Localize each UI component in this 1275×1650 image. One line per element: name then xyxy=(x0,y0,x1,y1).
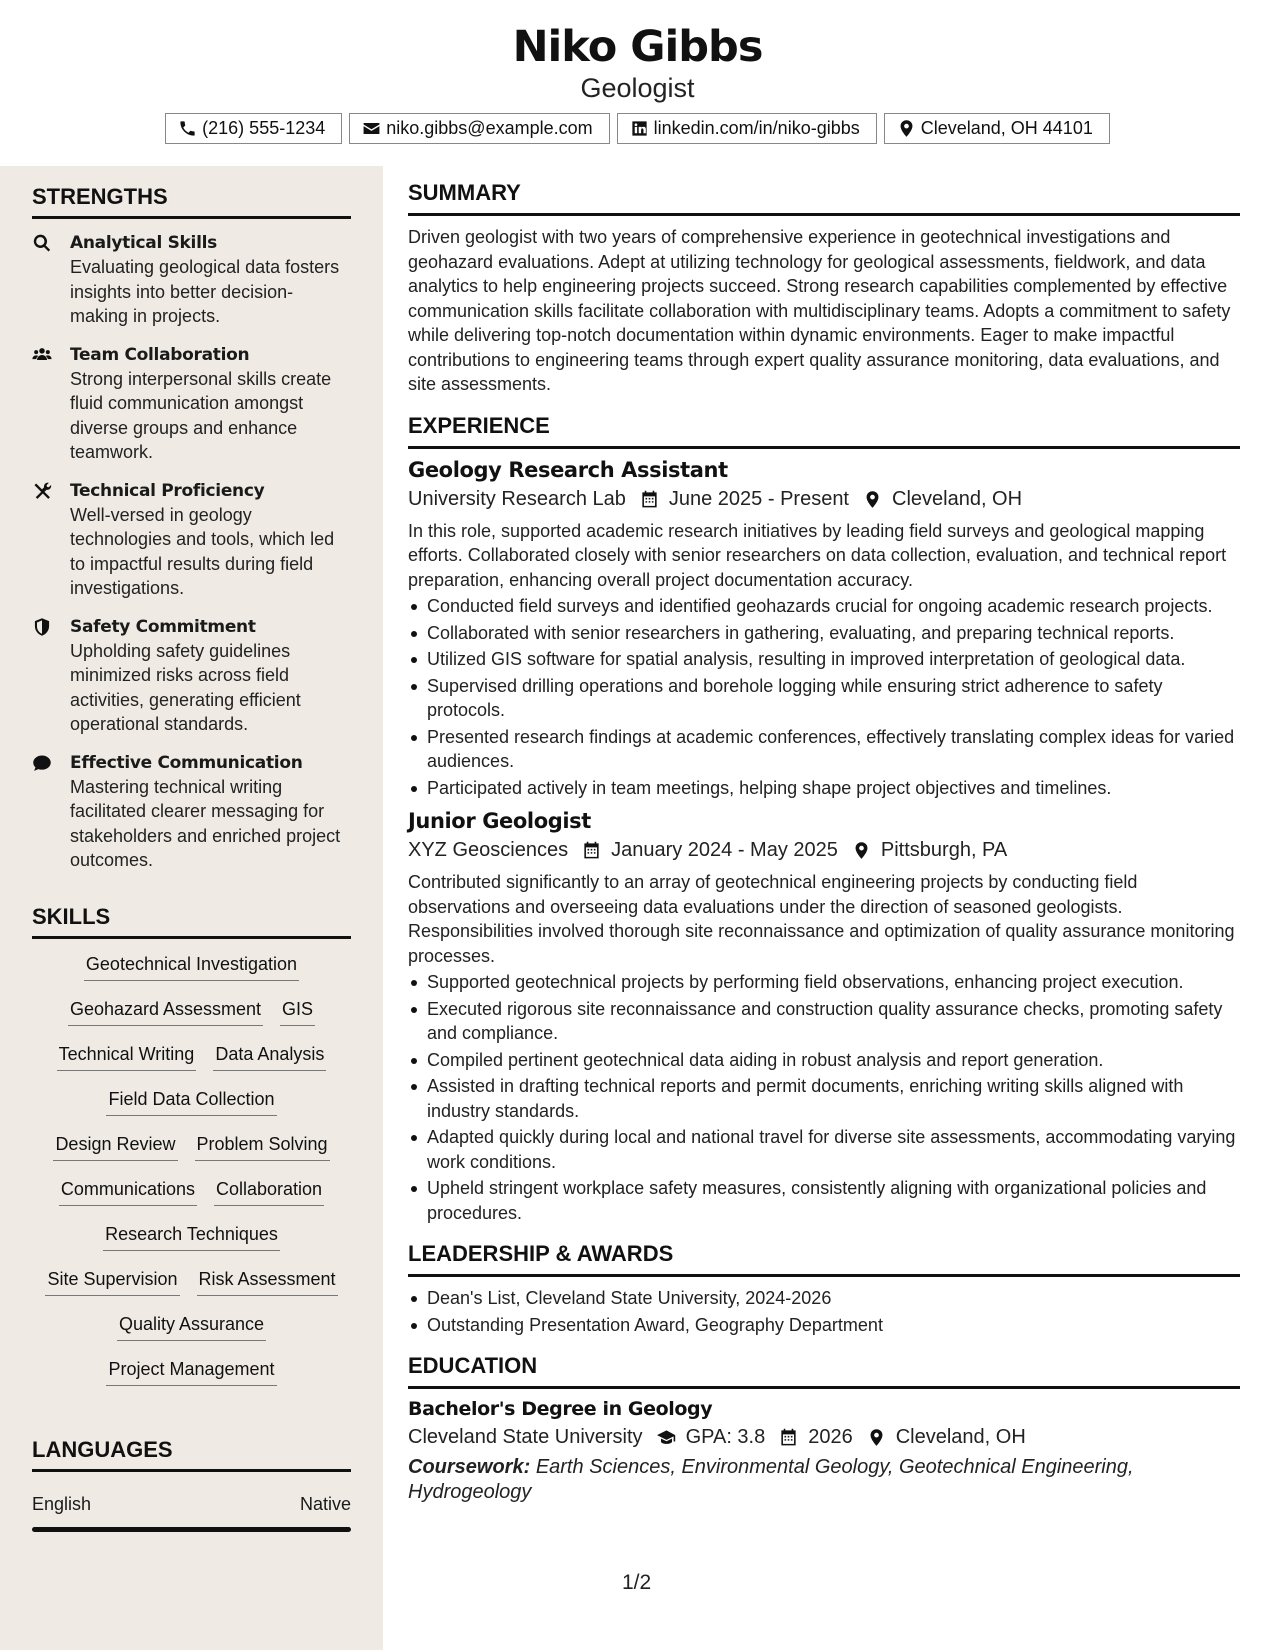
speech-bubble-icon xyxy=(32,753,52,773)
skill-tag: GIS xyxy=(280,998,315,1026)
contact-linkedin[interactable] xyxy=(617,113,877,144)
contact-email[interactable] xyxy=(349,113,609,144)
contact-location[interactable] xyxy=(884,113,1110,144)
skill-row xyxy=(84,953,299,998)
education-section xyxy=(408,1353,1240,1504)
job-bullet: Supervised drilling operations and borehole logging while ensuring strict adherence to safety protocols. xyxy=(408,674,1240,723)
strength-title: Technical Proficiency xyxy=(70,480,265,501)
school-name: Cleveland State University xyxy=(408,1426,643,1448)
awards-list xyxy=(408,1286,1240,1337)
page-number: 1/2 xyxy=(622,1571,652,1594)
location-text: Cleveland, OH 44101 xyxy=(920,118,1093,138)
award-item: Dean's List, Cleveland State University, 2024-2026 xyxy=(408,1286,1240,1311)
job-entry-title: Geology Research Assistant xyxy=(408,457,728,482)
language-proficiency-bar xyxy=(32,1527,351,1532)
job-bullet: Upheld stringent workplace safety measures, consistently aligning with organizational policies and procedures. xyxy=(408,1176,1240,1225)
summary-section xyxy=(408,180,1240,397)
strength-desc: Well-versed in geology technologies and tools, which led to impactful results during field investigations. xyxy=(70,504,335,598)
skill-tag: Problem Solving xyxy=(195,1133,330,1161)
calendar-icon xyxy=(582,841,601,860)
coursework xyxy=(408,1455,1240,1504)
magnifier-icon xyxy=(32,233,52,253)
job-bullet: Assisted in drafting technical reports and permit documents, enriching writing skills aligned with industry standards. xyxy=(408,1074,1240,1123)
skills-list xyxy=(32,953,351,1403)
skill-tag: Geotechnical Investigation xyxy=(84,953,299,981)
strength-item xyxy=(32,343,351,465)
strengths-heading: STRENGTHS xyxy=(32,184,351,219)
strength-item xyxy=(32,751,351,873)
strength-item xyxy=(32,479,351,601)
award-item: Outstanding Presentation Award, Geography Department xyxy=(408,1313,1240,1338)
job-description: In this role, supported academic research initiatives by leading field surveys and geological mapping efforts. Collaborated closely with senior researchers on data collection, evaluation, and technical report preparation, enhancing overall project documentation accuracy. xyxy=(408,520,1227,590)
skill-row xyxy=(103,1223,280,1268)
skill-row xyxy=(68,998,315,1043)
skill-row xyxy=(45,1268,337,1313)
experience-section xyxy=(408,413,1240,1226)
job-location: Pittsburgh, PA xyxy=(880,839,1008,861)
skill-tag: Site Supervision xyxy=(45,1268,179,1296)
skill-tag: Risk Assessment xyxy=(197,1268,338,1296)
job-company: XYZ Geosciences xyxy=(408,839,569,861)
skill-tag: Quality Assurance xyxy=(117,1313,266,1341)
job-bullet: Collaborated with senior researchers in gathering, evaluating, and preparing technical reports. xyxy=(408,621,1240,646)
language-level: Native xyxy=(299,1494,351,1514)
strength-title: Safety Commitment xyxy=(70,616,256,637)
job-bullets xyxy=(408,594,1240,800)
job-bullet: Conducted field surveys and identified geohazards crucial for ongoing academic research projects. xyxy=(408,594,1240,619)
awards-heading: LEADERSHIP & AWARDS xyxy=(408,1241,1240,1277)
experience-heading: EXPERIENCE xyxy=(408,413,1240,449)
map-pin-icon xyxy=(867,1428,886,1447)
users-icon xyxy=(32,345,52,365)
skill-tag: Design Review xyxy=(53,1133,177,1161)
skills-heading: SKILLS xyxy=(32,904,351,939)
job-company: University Research Lab xyxy=(408,487,626,510)
skill-row xyxy=(57,1043,327,1088)
gpa-text: GPA: 3.8 xyxy=(685,1426,766,1448)
strength-desc: Upholding safety guidelines minimized risks across field activities, generating efficient operational standards. xyxy=(70,640,301,734)
job-bullet: Utilized GIS software for spatial analysis, resulting in improved interpretation of geological data. xyxy=(408,647,1240,672)
main-content xyxy=(408,180,1240,1504)
skill-tag: Research Techniques xyxy=(103,1223,280,1251)
job-bullet: Participated actively in team meetings, helping shape project objectives and timelines. xyxy=(408,776,1240,801)
strength-desc: Mastering technical writing facilitated clearer messaging for stakeholders and enriched project outcomes. xyxy=(70,776,341,870)
skill-tag: Geohazard Assessment xyxy=(68,998,263,1026)
strength-title: Team Collaboration xyxy=(70,344,250,365)
job-bullets xyxy=(408,970,1240,1225)
contact-bar xyxy=(0,113,1275,144)
shield-icon xyxy=(32,617,52,637)
education-meta xyxy=(408,1426,1240,1449)
job-bullet: Executed rigorous site reconnaissance and construction quality assurance checks, promoting safety and compliance. xyxy=(408,997,1240,1046)
job-bullet: Compiled pertinent geotechnical data aiding in robust analysis and report generation. xyxy=(408,1048,1240,1073)
language-item xyxy=(32,1494,351,1515)
strengths-section xyxy=(32,184,351,873)
strength-desc: Strong interpersonal skills create fluid communication amongst diverse groups and enhance teamwork. xyxy=(70,368,332,462)
school-location: Cleveland, OH xyxy=(895,1426,1026,1448)
language-name: English xyxy=(32,1494,92,1514)
languages-heading: LANGUAGES xyxy=(32,1437,351,1472)
summary-text: Driven geologist with two years of comprehensive experience in geotechnical investigations and geohazard evaluations. Adept at utilizing technology for geological assessments, fieldwork, and data analytics to help engineering projects succeed. Strong research capabilities complemented by effective communication skills facilitate collaboration with multidisciplinary teams. Adopts a commitment to safety while delivering top-notch documentation within dynamic environments. Eager to make impactful contributions to engineering teams through expert quality assurance monitoring, data evaluations, and site assessments. xyxy=(408,227,1231,394)
map-pin-icon xyxy=(863,490,882,509)
job-bullet: Presented research findings at academic conferences, effectively translating complex ideas for varied audiences. xyxy=(408,725,1240,774)
awards-section xyxy=(408,1241,1240,1337)
strength-item xyxy=(32,615,351,737)
skill-tag: Data Analysis xyxy=(213,1043,326,1071)
coursework-list: Earth Sciences, Environmental Geology, Geotechnical Engineering, Hydrogeology xyxy=(408,1456,1134,1503)
map-pin-icon xyxy=(852,841,871,860)
contact-phone[interactable] xyxy=(165,113,342,144)
job-title: Geologist xyxy=(580,73,695,103)
degree-title: Bachelor's Degree in Geology xyxy=(408,1398,713,1420)
skill-tag: Collaboration xyxy=(214,1178,324,1206)
job-meta xyxy=(408,488,1240,511)
map-pin-icon xyxy=(897,119,916,138)
job-description: Contributed significantly to an array of geotechnical engineering projects by conducting field observations and overseeing data evaluations under the direction of seasoned geologists. Responsibilities involved thorough site reconnaissance and optimization of quality assurance monitoring processes. xyxy=(408,872,1235,966)
skill-tag: Communications xyxy=(59,1178,197,1206)
strength-title: Effective Communication xyxy=(70,752,303,773)
job-dates: January 2024 - May 2025 xyxy=(611,839,838,861)
candidate-name: Niko Gibbs xyxy=(512,22,763,72)
job-bullet: Supported geotechnical projects by performing field observations, enhancing project execution. xyxy=(408,970,1240,995)
education-heading: EDUCATION xyxy=(408,1353,1240,1389)
job-bullet: Adapted quickly during local and national travel for diverse site assessments, accommodating varying work conditions. xyxy=(408,1125,1240,1174)
calendar-icon xyxy=(640,490,659,509)
phone-icon xyxy=(178,119,197,138)
linkedin-icon xyxy=(630,119,649,138)
skill-row xyxy=(117,1313,266,1358)
envelope-icon xyxy=(362,119,381,138)
job-entry xyxy=(408,458,1240,801)
skill-tag: Technical Writing xyxy=(57,1043,197,1071)
job-meta xyxy=(408,839,1240,862)
job-entry-title: Junior Geologist xyxy=(408,809,591,833)
skill-row xyxy=(53,1133,329,1178)
skill-tag: Project Management xyxy=(106,1358,276,1386)
strength-item xyxy=(32,231,351,329)
languages-section xyxy=(32,1437,351,1532)
job-entry xyxy=(408,809,1240,1225)
graduation-cap-icon xyxy=(657,1428,676,1447)
skills-section xyxy=(32,904,351,1403)
graduation-year: 2026 xyxy=(808,1426,853,1448)
summary-heading: SUMMARY xyxy=(408,180,1240,216)
email-text: niko.gibbs@example.com xyxy=(386,118,593,138)
strength-title: Analytical Skills xyxy=(70,233,217,253)
linkedin-text: linkedin.com/in/niko-gibbs xyxy=(653,118,860,138)
job-location: Cleveland, OH xyxy=(892,487,1023,510)
skill-row xyxy=(59,1178,324,1223)
skill-row xyxy=(106,1358,276,1403)
education-entry xyxy=(408,1398,1240,1504)
skill-row xyxy=(106,1088,276,1133)
calendar-icon xyxy=(779,1428,798,1447)
phone-text: (216) 555-1234 xyxy=(202,118,326,138)
job-dates: June 2025 - Present xyxy=(668,487,849,510)
skill-tag: Field Data Collection xyxy=(106,1088,276,1116)
strength-desc: Evaluating geological data fosters insights into better decision-making in projects. xyxy=(70,257,340,326)
coursework-label: Coursework: xyxy=(408,1456,531,1478)
tools-icon xyxy=(32,481,52,501)
sidebar xyxy=(0,166,383,1650)
